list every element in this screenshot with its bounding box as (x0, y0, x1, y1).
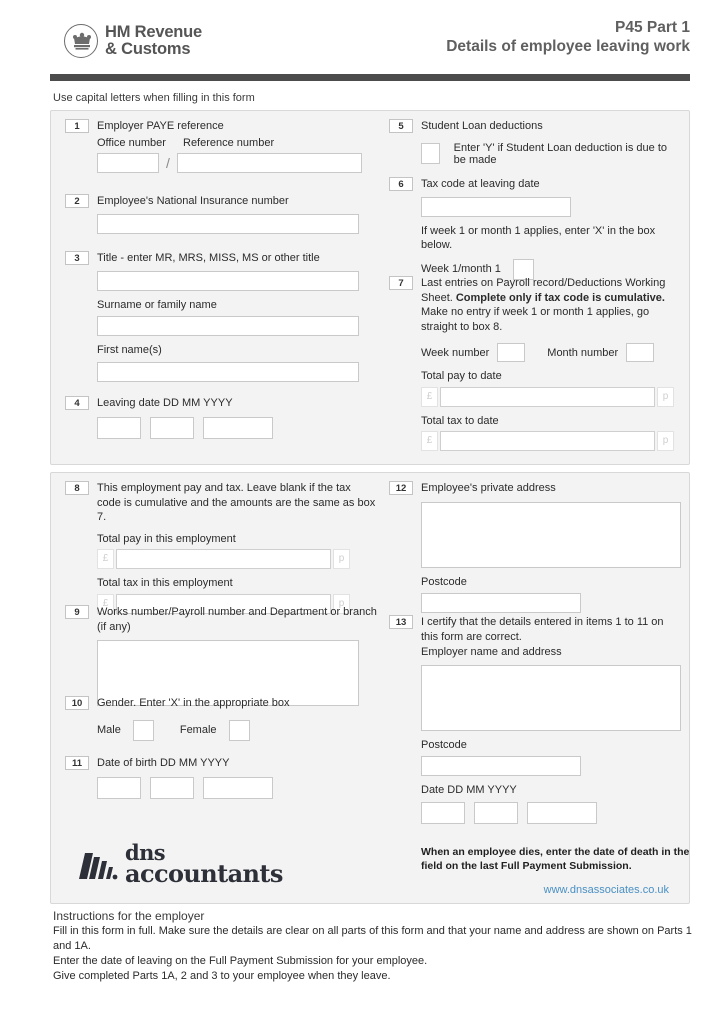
month-number-input[interactable] (626, 343, 654, 362)
total-pay-employment-pence-icon: p (333, 549, 350, 569)
employee-address-input[interactable] (421, 502, 681, 568)
box-number-4: 4 (65, 396, 89, 410)
field-group-gender (65, 696, 377, 741)
panel-bottom (50, 472, 690, 904)
box-number-9: 9 (65, 605, 89, 619)
total-pay-to-date-currency-icon: £ (421, 387, 438, 407)
field-group-date-of-birth (65, 756, 377, 799)
field-group-works-number (65, 605, 377, 706)
label-date-of-birth: Date of birth DD MM YYYY (97, 757, 230, 769)
total-pay-to-date-input[interactable] (440, 387, 655, 407)
document-title (446, 18, 690, 58)
box-number-7: 7 (389, 276, 413, 290)
hmrc-crown-icon (64, 24, 98, 58)
hmrc-wordmark (105, 24, 202, 58)
hmrc-logo (64, 24, 202, 58)
box-number-3: 3 (65, 251, 89, 265)
dns-logo-line-2: accountants (125, 858, 283, 888)
label-student-loan-tick: Enter 'Y' if Student Loan deduction is due to be made (453, 141, 668, 166)
leaving-date-day-input[interactable] (97, 417, 141, 439)
box-number-10: 10 (65, 696, 89, 710)
label-national-insurance: Employee's National Insurance number (97, 195, 289, 207)
label-surname: Surname or family name (97, 298, 217, 311)
hmrc-line-1: HM Revenue (105, 23, 203, 42)
field-group-student-loan (389, 119, 681, 166)
box-number-11: 11 (65, 756, 89, 770)
leaving-date-month-input[interactable] (150, 417, 194, 439)
total-tax-to-date-currency-icon: £ (421, 431, 438, 451)
dns-website-link[interactable]: www.dnsassociates.co.uk (543, 884, 669, 896)
field-group-this-employment (65, 481, 377, 614)
label-employer-paye-reference: Employer PAYE reference (97, 120, 224, 132)
label-this-employment: This employment pay and tax. Leave blank if the tax code is cumulative and the amounts are the same as box 7. (97, 482, 376, 523)
header-rule (50, 74, 690, 81)
leaving-date-year-input[interactable] (203, 417, 273, 439)
label-employer-name-address: Employer name and address (421, 646, 562, 658)
page-title: P45 Part 1 (615, 19, 690, 36)
label-gender: Gender. Enter 'X' in the appropriate box (97, 697, 290, 709)
death-notice: When an employee dies, enter the date of death in the field on the last Full Payment Submission. (421, 846, 690, 872)
first-names-input[interactable] (97, 362, 359, 382)
box-number-1: 1 (65, 119, 89, 133)
office-number-input[interactable] (97, 153, 159, 173)
field-group-employer-paye-reference (65, 119, 377, 173)
box-number-8: 8 (65, 481, 89, 495)
reference-number-input[interactable] (177, 153, 362, 173)
footer-line-3: Give completed Parts 1A, 2 and 3 to your employee when they leave. (53, 970, 391, 982)
employer-postcode-input[interactable] (421, 756, 581, 776)
label-week-number: Week number (421, 346, 490, 359)
label-tax-code: Tax code at leaving date (421, 178, 540, 190)
date-of-birth-day-input[interactable] (97, 777, 141, 799)
label-total-tax-to-date: Total tax to date (421, 414, 499, 427)
employee-postcode-input[interactable] (421, 593, 581, 613)
date-of-birth-month-input[interactable] (150, 777, 194, 799)
panel-top-left-column (65, 111, 377, 464)
label-month-number: Month number (547, 346, 619, 359)
footer-instructions (53, 908, 698, 984)
box-number-13: 13 (389, 615, 413, 629)
total-pay-employment-input[interactable] (116, 549, 331, 569)
employer-name-address-input[interactable] (421, 665, 681, 731)
total-tax-employment-pence-icon: p (333, 594, 350, 614)
note-week1-month1: If week 1 or month 1 applies, enter 'X' in the box below. (421, 224, 656, 251)
label-payroll-part1: Last entries on Payroll record/Deductions Working Sheet. (421, 277, 666, 304)
certification-date-day-input[interactable] (421, 802, 465, 824)
box-number-2: 2 (65, 194, 89, 208)
label-total-tax-this-employment: Total tax in this employment (97, 577, 233, 589)
total-tax-employment-currency-icon: £ (97, 594, 114, 614)
total-pay-to-date-pence-icon: p (657, 387, 674, 407)
label-payroll-last-entries (421, 276, 681, 334)
label-employee-address: Employee's private address (421, 482, 556, 494)
gender-male-input[interactable] (133, 720, 154, 741)
gender-female-input[interactable] (229, 720, 250, 741)
total-tax-to-date-input[interactable] (440, 431, 655, 451)
total-tax-to-date-pence-icon: p (657, 431, 674, 451)
field-group-employer-certification (389, 615, 681, 824)
dns-bars-icon (79, 847, 119, 885)
national-insurance-input[interactable] (97, 214, 359, 234)
label-total-pay-this-employment: Total pay in this employment (97, 532, 236, 545)
label-gender-female: Female (179, 724, 217, 736)
label-first-names: First name(s) (97, 344, 162, 356)
field-group-leaving-date (65, 396, 377, 439)
form-header (50, 10, 690, 72)
label-reference-number: Reference number (183, 136, 275, 149)
capital-letters-note: Use capital letters when filling in this form (53, 92, 255, 104)
label-works-number: Works number/Payroll number and Department or branch (if any) (97, 606, 377, 633)
field-group-national-insurance (65, 194, 377, 234)
field-group-tax-code (389, 177, 681, 280)
dns-accountants-logo (79, 840, 283, 888)
dns-wordmark (125, 840, 283, 888)
label-student-loan: Student Loan deductions (421, 120, 543, 132)
field-group-name (65, 251, 377, 382)
box-number-5: 5 (389, 119, 413, 133)
field-group-employee-address (389, 481, 681, 613)
label-total-pay-to-date: Total pay to date (421, 370, 502, 382)
footer-line-1: Fill in this form in full. Make sure the details are clear on all parts of this form and that your name and address are shown on Parts 1 and 1A. (53, 925, 692, 952)
panel-bottom-right-column (389, 473, 690, 903)
label-title: Title - enter MR, MRS, MISS, MS or other title (97, 252, 320, 264)
footer-title: Instructions for the employer (53, 909, 205, 923)
label-leaving-date: Leaving date DD MM YYYY (97, 397, 233, 409)
title-input[interactable] (97, 271, 359, 291)
label-gender-male: Male (97, 724, 121, 736)
dns-logo-line-1: dns (125, 840, 165, 866)
tax-code-input[interactable] (421, 197, 571, 217)
label-week1-month1: Week 1/month 1 (421, 263, 501, 275)
hmrc-line-2: & Customs (105, 40, 191, 58)
label-office-number: Office number (97, 136, 166, 149)
paye-separator: / (166, 154, 170, 171)
panel-top-right-column (389, 111, 681, 464)
box-number-12: 12 (389, 481, 413, 495)
box-number-6: 6 (389, 177, 413, 191)
label-payroll-part2: Make no entry if week 1 or month 1 applies, go straight to box 8. (421, 306, 650, 333)
certification-date-year-input[interactable] (527, 802, 597, 824)
label-employee-postcode: Postcode (421, 575, 467, 588)
week-number-input[interactable] (497, 343, 525, 362)
panel-top (50, 110, 690, 465)
label-employer-postcode: Postcode (421, 738, 467, 751)
total-pay-employment-currency-icon: £ (97, 549, 114, 569)
footer-line-2: Enter the date of leaving on the Full Payment Submission for your employee. (53, 955, 428, 967)
panel-bottom-left-column (65, 473, 377, 903)
certification-date-month-input[interactable] (474, 802, 518, 824)
field-group-payroll-last-entries (389, 276, 681, 451)
label-certification: I certify that the details entered in items 1 to 11 on this form are correct. (421, 616, 664, 643)
surname-input[interactable] (97, 316, 359, 336)
date-of-birth-year-input[interactable] (203, 777, 273, 799)
label-payroll-bold: Complete only if tax code is cumulative. (455, 291, 665, 304)
label-certification-date: Date DD MM YYYY (421, 784, 517, 796)
student-loan-tick-input[interactable] (421, 143, 440, 164)
page-subtitle: Details of employee leaving work (446, 38, 690, 56)
